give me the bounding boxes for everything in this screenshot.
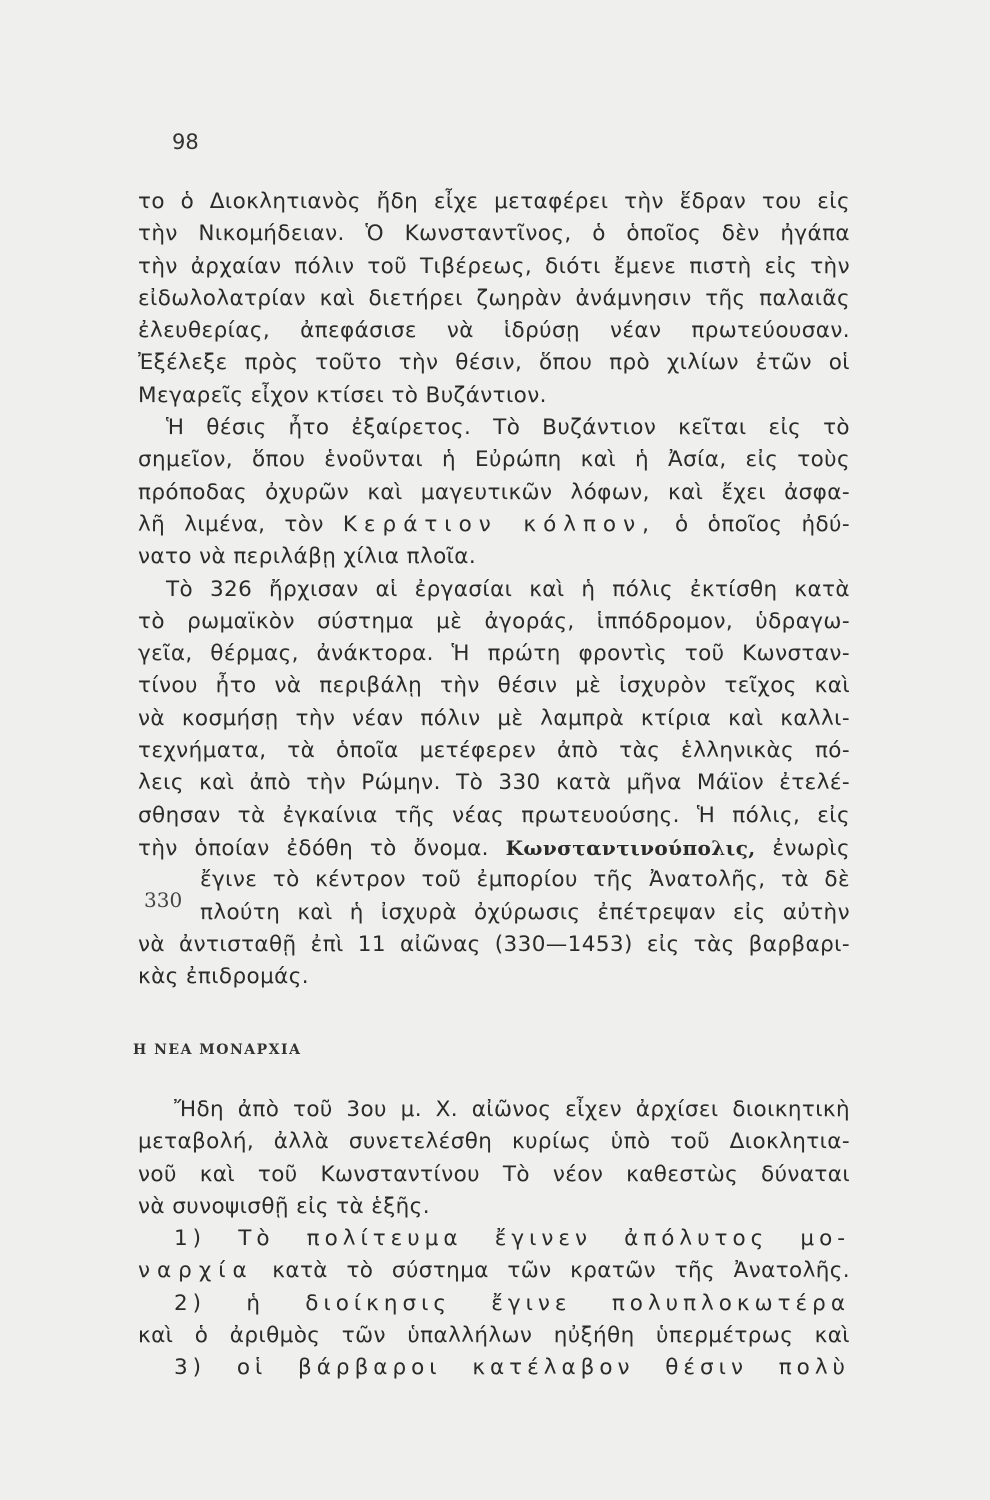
text-line: ἐλευθερίας, ἀπεφάσισε νὰ ἱδρύσῃ νέαν πρωτεύουσαν. bbox=[138, 318, 850, 344]
text-line: ἔγινε τὸ κέντρον τοῦ ἐμπορίου τῆς Ἀνατολῆς, τὰ δὲ bbox=[200, 867, 850, 893]
text-line: τὸ ρωμαϊκὸν σύστημα μὲ ἀγοράς, ἱππόδρομον, ὑδραγω- bbox=[138, 608, 850, 634]
text-line: τὴν Νικομήδειαν. Ὁ Κωνσταντῖνος, ὁ ὁποῖος δὲν ἠγάπα bbox=[138, 221, 850, 247]
text-line: νατο νὰ περιλάβῃ χίλια πλοῖα. bbox=[138, 544, 477, 570]
text-line: πρόποδας ὀχυρῶν καὶ μαγευτικῶν λόφων, καὶ ἔχει ἀσφα- bbox=[138, 479, 850, 505]
text-line: Ἐξέλεξε πρὸς τοῦτο τὴν θέσιν, ὅπου πρὸ χιλίων ἐτῶν οἱ bbox=[138, 350, 850, 376]
text-line: Τὸ 326 ἤρχισαν αἱ ἐργασίαι καὶ ἡ πόλις ἐκτίσθη κατὰ bbox=[166, 576, 850, 602]
text-fragment: τὴν ὁποίαν ἐδόθη τὸ ὄνομα. bbox=[138, 835, 489, 861]
text-line: καὶ ὁ ἀριθμὸς τῶν ὑπαλλήλων ηὐξήθη ὑπερμέτρως καὶ bbox=[138, 1323, 850, 1349]
text-line bbox=[138, 1255, 850, 1287]
list-item-2: 2) ἡ διοίκησις ἔγινε πολυπλοκωτέρα bbox=[174, 1290, 850, 1316]
text-line bbox=[138, 832, 850, 864]
city-name-bold: Κωνσταντινούπολις, bbox=[505, 835, 756, 860]
list-item-3: 3) οἱ βάρβαροι κατέλαβον θέσιν πολὺ bbox=[174, 1355, 850, 1381]
text-line bbox=[138, 509, 850, 541]
emphasis-spaced: Κεράτιον κόλπον, bbox=[342, 511, 656, 537]
text-line: νὰ κοσμήσῃ τὴν νέαν πόλιν μὲ λαμπρὰ κτίρια καὶ καλλι- bbox=[138, 705, 850, 731]
text-line: τίνου ἦτο νὰ περιβάλῃ τὴν θέσιν μὲ ἰσχυρὸν τεῖχος καὶ bbox=[138, 673, 850, 699]
text-fragment: λῆ λιμένα, τὸν bbox=[138, 511, 324, 537]
text-line: πλούτη καὶ ἡ ἰσχυρὰ ὀχύρωσις ἐπέτρεψαν εἰς αὐτὴν bbox=[200, 899, 850, 925]
text-line: κὰς ἐπιδρομάς. bbox=[138, 964, 309, 990]
text-line: νοῦ καὶ τοῦ Κωνσταντίνου Τὸ νέον καθεστὼς δύναται bbox=[138, 1161, 850, 1187]
text-line: Μεγαρεῖς εἶχον κτίσει τὸ Βυζάντιον. bbox=[138, 382, 547, 408]
text-line: Ἤδη ἀπὸ τοῦ 3ου μ. Χ. αἰῶνος εἶχεν ἀρχίσει διοικητικὴ bbox=[174, 1097, 850, 1122]
text-fragment: κατὰ τὸ σύστημα τῶν κρατῶν τῆς Ἀνατολῆς. bbox=[272, 1258, 850, 1284]
section-heading: Η ΝΕΑ ΜΟΝΑΡΧΙΑ bbox=[133, 1042, 302, 1058]
text-line: σθησαν τὰ ἐγκαίνια τῆς νέας πρωτευούσης. Ἡ πόλις, εἰς bbox=[138, 802, 850, 828]
page-number: 98 bbox=[172, 130, 199, 154]
text-line: νὰ ἀντισταθῇ ἐπὶ 11 αἰῶνας (330—1453) εἰς τὰς βαρβαρι- bbox=[138, 931, 850, 957]
list-item-1: 1) Τὸ πολίτευμα ἔγινεν ἀπόλυτος μο- bbox=[174, 1226, 850, 1252]
emphasis-spaced: ναρχία bbox=[138, 1258, 254, 1284]
text-line: νὰ συνοψισθῇ εἰς τὰ ἑξῆς. bbox=[138, 1193, 430, 1219]
section-text bbox=[138, 1094, 850, 1385]
text-line: εἰδωλολατρίαν καὶ διετήρει ζωηρὰν ἀνάμνησιν τῆς παλαιᾶς bbox=[138, 285, 850, 311]
main-text bbox=[138, 186, 850, 993]
text-fragment: ὁ ὁποῖος ἠδύ- bbox=[675, 511, 851, 537]
text-line: γεῖα, θέρμας, ἀνάκτορα. Ἡ πρώτη φροντὶς τοῦ Κωνσταν- bbox=[138, 641, 850, 667]
text-line: λεις καὶ ἀπὸ τὴν Ρώμην. Τὸ 330 κατὰ μῆνα Μάϊον ἐτελέ- bbox=[138, 770, 850, 796]
text-line: τὴν ἀρχαίαν πόλιν τοῦ Τιβέρεως, διότι ἔμενε πιστὴ εἰς τὴν bbox=[138, 253, 850, 279]
text-fragment: ἐνωρὶς bbox=[772, 835, 850, 861]
margin-year-note: 330 bbox=[144, 888, 183, 912]
text-line: το ὁ Διοκλητιανὸς ἤδη εἶχε μεταφέρει τὴν ἕδραν του εἰς bbox=[138, 189, 850, 214]
text-line: σημεῖον, ὅπου ἑνοῦνται ἡ Εὐρώπη καὶ ἡ Ἀσία, εἰς τοὺς bbox=[138, 447, 850, 473]
text-line: μεταβολή, ἀλλὰ συνετελέσθη κυρίως ὑπὸ τοῦ Διοκλητια- bbox=[138, 1129, 850, 1155]
text-line: τεχνήματα, τὰ ὁποῖα μετέφερεν ἀπὸ τὰς ἑλληνικὰς πό- bbox=[138, 738, 850, 764]
text-line: Ἡ θέσις ἦτο ἐξαίρετος. Τὸ Βυζάντιον κεῖται εἰς τὸ bbox=[166, 415, 850, 441]
